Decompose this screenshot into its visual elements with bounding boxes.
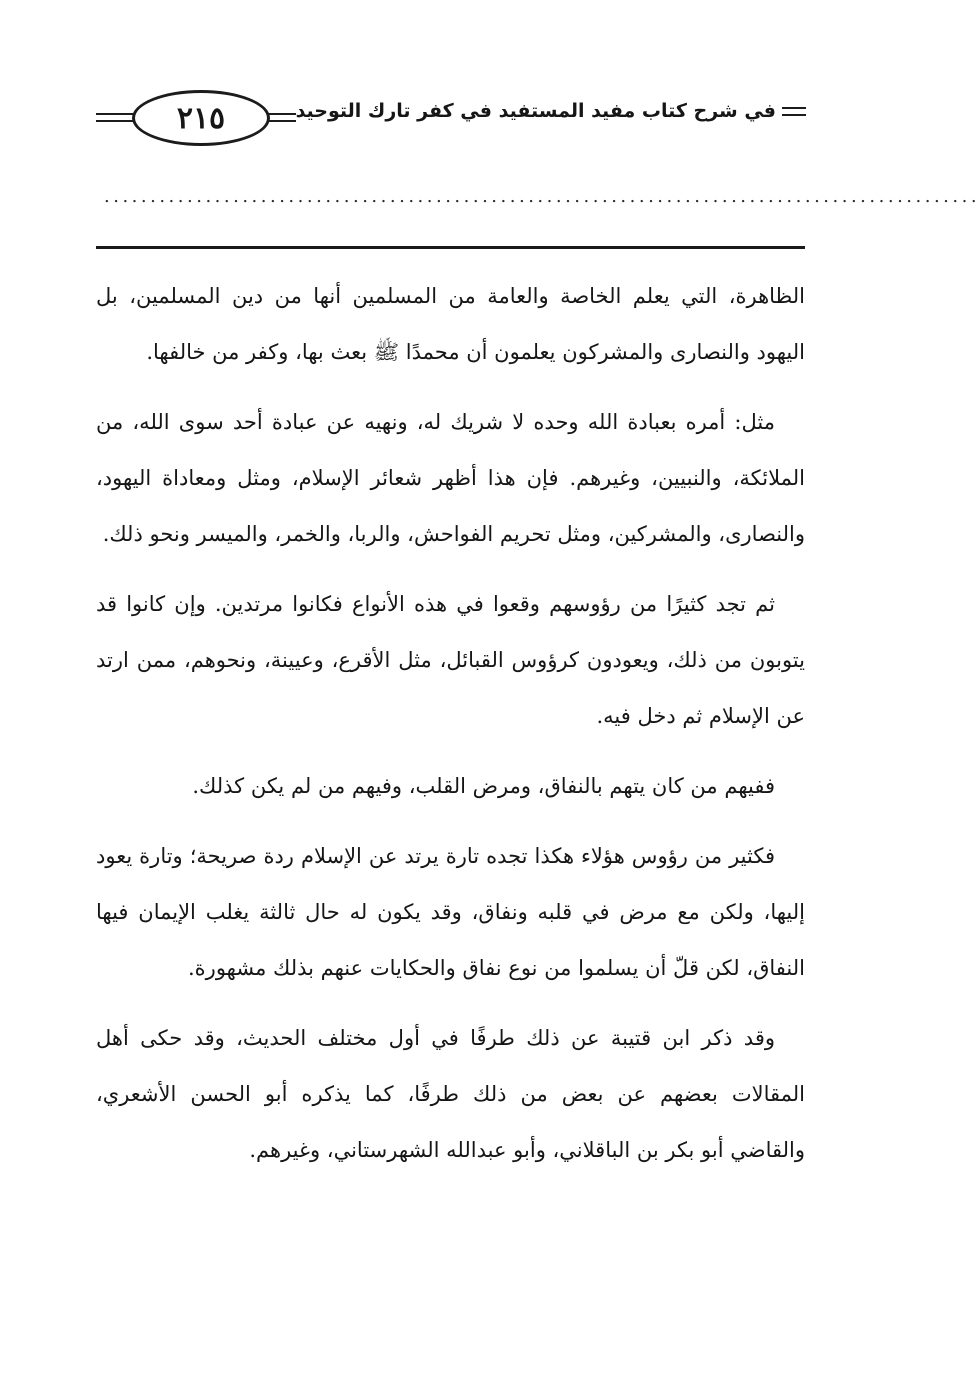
paragraph: الظاهرة، التي يعلم الخاصة والعامة من المسلمين أنها من دين المسلمين، بل اليهود والنصارى والمشركون يعلمون أن محمدًا ﷺ بعث بها، وكفر من خالفها. — [96, 284, 805, 364]
paragraph: فكثير من رؤوس هؤلاء هكذا تجده تارة يرتد عن الإسلام ردة صريحة؛ وتارة يعود إليها، ولكن مع مرض في قلبه ونفاق، وقد يكون له حال ثالثة يغلب الإيمان فيها النفاق، لكن قلّ أن يسلموا من نوع نفاق والحكايات عنهم بذلك مشهورة. — [96, 844, 805, 980]
paragraph: ثم تجد كثيرًا من رؤوسهم وقعوا في هذه الأنواع فكانوا مرتدين. وإن كانوا قد يتوبون من ذلك، ويعودون كرؤوس القبائل، مثل الأقرع، وعيينة، ونحوهم، ممن ارتد عن الإسلام ثم دخل فيه. — [96, 592, 805, 728]
page-header — [96, 82, 806, 154]
header-rule — [96, 246, 805, 249]
page-body — [96, 268, 805, 1192]
ornament-line — [96, 113, 136, 115]
paragraph: وقد ذكر ابن قتيبة عن ذلك طرفًا في أول مختلف الحديث، وقد حكى أهل المقالات بعضهم عن بعض من ذلك طرفًا، كما يذكره أبو الحسن الأشعري، والقاضي أبو بكر بن الباقلاني، وأبو عبدالله الشهرستاني، وغيرهم. — [96, 1026, 805, 1162]
dotted-separator: ............................................................................................... — [104, 186, 980, 207]
ornament-line — [96, 120, 136, 122]
title-ornament-rule — [782, 107, 806, 116]
page-number: ٢١٥ — [176, 100, 226, 136]
paragraph: ففيهم من كان يتهم بالنفاق، ومرض القلب، وفيهم من لم يكن كذلك. — [192, 774, 775, 798]
page-number-oval — [132, 90, 270, 146]
running-title-group — [296, 100, 806, 122]
ornament-line — [266, 113, 296, 115]
ornament-line — [266, 120, 296, 122]
paragraph: مثل: أمره بعبادة الله وحده لا شريك له، ونهيه عن عبادة أحد سوى الله، من الملائكة، والنبيين، وغيرهم. فإن هذا أظهر شعائر الإسلام، ومثل ومعاداة اليهود، والنصارى، والمشركين، ومثل تحريم الفواحش، والربا، والخمر، والميسر ونحو ذلك. — [96, 410, 805, 546]
page-number-ornament — [96, 82, 306, 154]
running-title: في شرح كتاب مفيد المستفيد في كفر تارك التوحيد — [295, 100, 776, 122]
